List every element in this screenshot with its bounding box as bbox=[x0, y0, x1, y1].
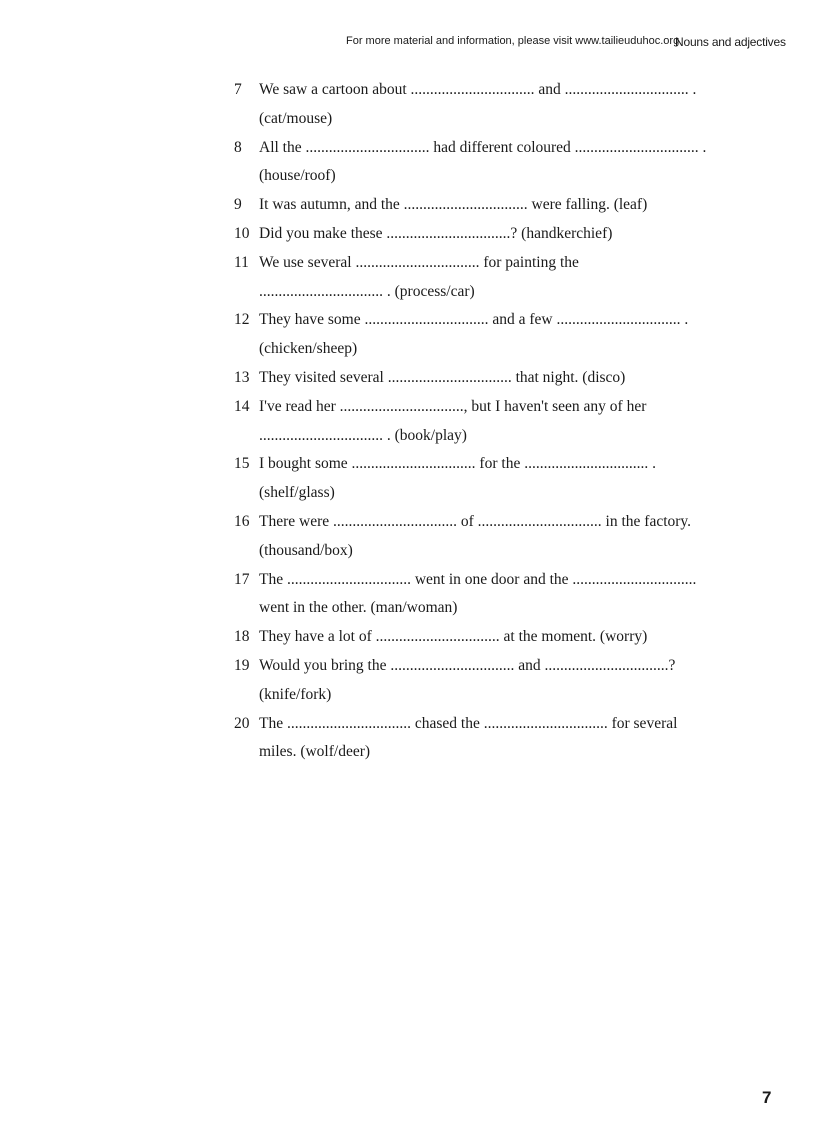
item-line: Would you bring the ................................ and ................................? bbox=[259, 656, 676, 674]
exercise-item-16 bbox=[234, 508, 780, 566]
item-line: Did you make these ................................? (handkerchief) bbox=[259, 224, 613, 242]
item-line: All the ................................ had different coloured ................................ . bbox=[259, 138, 707, 156]
item-hint: (thousand/box) bbox=[259, 541, 353, 559]
item-line-continued: ................................ . (book/play) bbox=[259, 426, 467, 444]
item-number: 12 bbox=[234, 311, 250, 329]
item-number: 17 bbox=[234, 570, 250, 588]
website-notice: For more material and information, please visit www.tailieuduhoc.org bbox=[346, 35, 680, 47]
item-number: 19 bbox=[234, 656, 250, 674]
item-number: 9 bbox=[234, 196, 242, 214]
item-line: I've read her ................................, but I haven't seen any of her bbox=[259, 397, 647, 415]
item-line: I bought some ................................ for the ................................ . bbox=[259, 455, 656, 473]
section-title: Nouns and adjectives bbox=[675, 35, 786, 49]
exercise-item-12 bbox=[234, 306, 780, 364]
item-hint: (cat/mouse) bbox=[259, 109, 333, 127]
exercise-item-19 bbox=[234, 652, 780, 710]
item-line: It was autumn, and the ................................ were falling. (leaf) bbox=[259, 196, 648, 214]
item-number: 10 bbox=[234, 224, 250, 242]
exercise-list bbox=[234, 76, 780, 767]
item-hint: (chicken/sheep) bbox=[259, 340, 358, 358]
item-number: 8 bbox=[234, 138, 242, 156]
item-line-continued: went in the other. (man/woman) bbox=[259, 599, 458, 617]
exercise-item-8 bbox=[234, 134, 780, 192]
item-line: We use several ................................ for painting the bbox=[259, 253, 579, 271]
item-line: There were ................................ of ................................ in the factory. bbox=[259, 512, 692, 530]
item-line: They visited several ................................ that night. (disco) bbox=[259, 368, 626, 386]
exercise-item-14 bbox=[234, 393, 780, 451]
item-line: The ................................ went in one door and the ................................ bbox=[259, 570, 697, 588]
exercise-item-13 bbox=[234, 364, 780, 393]
exercise-item-17 bbox=[234, 566, 780, 624]
exercise-item-18 bbox=[234, 623, 780, 652]
exercise-item-7 bbox=[234, 76, 780, 134]
exercise-item-9 bbox=[234, 191, 780, 220]
page-number: 7 bbox=[762, 1088, 772, 1107]
item-line: We saw a cartoon about ................................ and ................................ . bbox=[259, 81, 697, 98]
item-hint: (shelf/glass) bbox=[259, 484, 335, 502]
item-line: They have some ................................ and a few ................................ . bbox=[259, 311, 689, 329]
item-number: 18 bbox=[234, 628, 250, 646]
running-header bbox=[346, 35, 786, 51]
item-line-continued: miles. (wolf/deer) bbox=[259, 743, 371, 761]
item-number: 15 bbox=[234, 455, 250, 473]
item-line: They have a lot of ................................ at the moment. (worry) bbox=[259, 628, 648, 646]
item-hint: (house/roof) bbox=[259, 167, 336, 185]
exercise-item-15 bbox=[234, 450, 780, 508]
item-number: 16 bbox=[234, 512, 250, 530]
item-line: The ................................ chased the ................................ for several bbox=[259, 714, 678, 732]
item-line-continued: ................................ . (process/car) bbox=[259, 282, 475, 300]
item-hint: (knife/fork) bbox=[259, 685, 332, 703]
item-number: 7 bbox=[234, 81, 242, 98]
exercise-item-20 bbox=[234, 710, 780, 768]
exercise-item-11 bbox=[234, 249, 780, 307]
item-number: 14 bbox=[234, 397, 250, 415]
item-number: 11 bbox=[234, 253, 249, 271]
exercise-item-10 bbox=[234, 220, 780, 249]
item-number: 20 bbox=[234, 714, 250, 732]
item-number: 13 bbox=[234, 368, 250, 386]
